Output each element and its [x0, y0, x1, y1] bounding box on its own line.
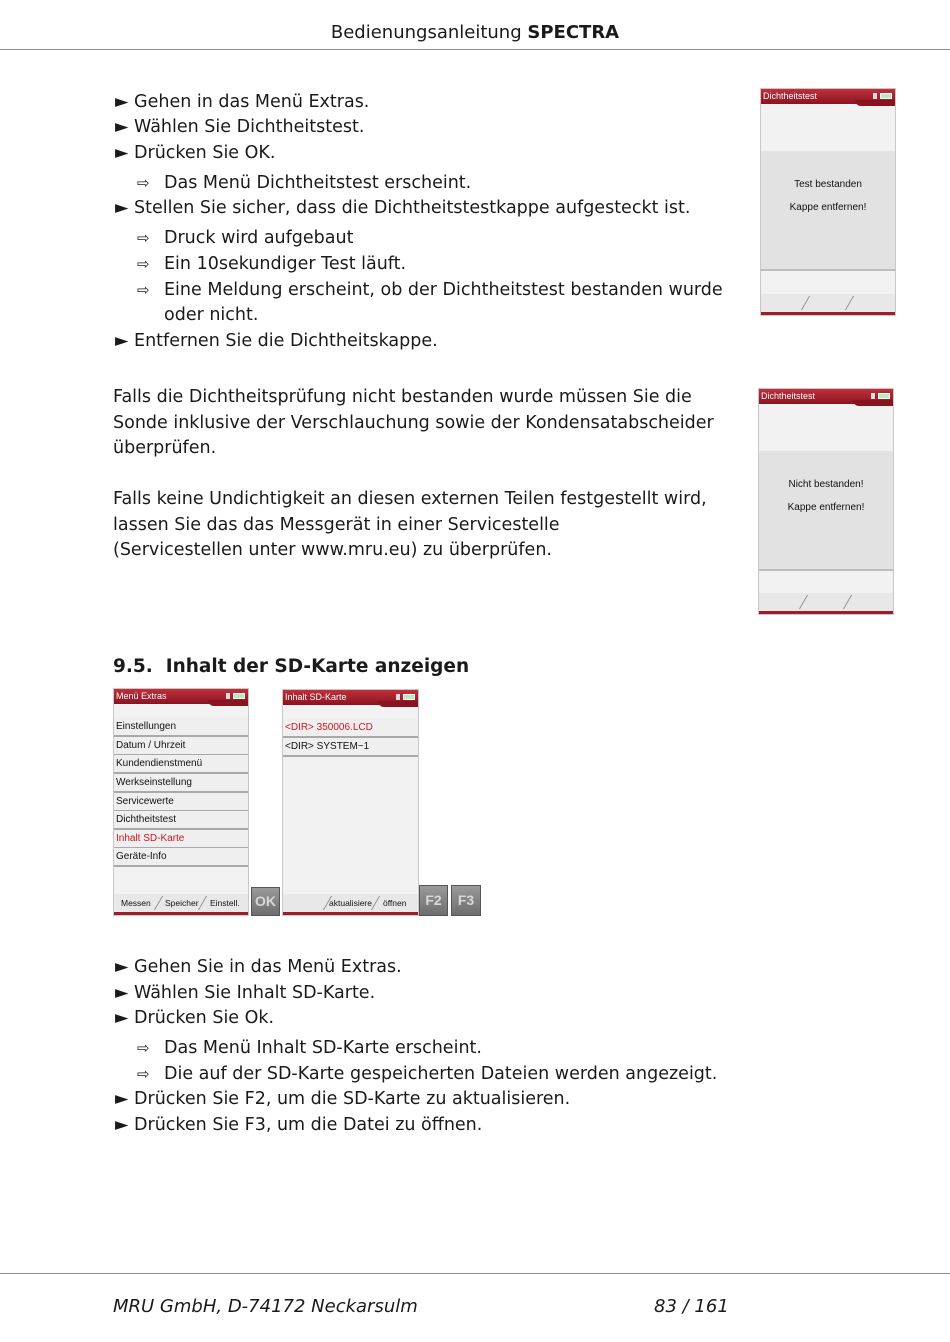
paragraph-1 — [113, 385, 714, 462]
screen-title-bar — [114, 689, 248, 704]
arrow-right-icon: ⇨ — [137, 1039, 150, 1057]
arrow-right-icon: ⇨ — [137, 1065, 150, 1083]
section-number: 9.5. — [113, 656, 153, 677]
menu-item-inhalt-sd-karte[interactable]: Inhalt SD-Karte — [114, 830, 248, 849]
menu-item-dichtheitstest[interactable]: Dichtheitstest — [114, 811, 248, 830]
fkey-messen[interactable]: Messen — [121, 898, 151, 908]
result-1 — [137, 171, 471, 197]
device-screen-sd-card — [282, 689, 419, 916]
step-sd-5: ► Drücken Sie F3, um die Datei zu öffnen. — [115, 1115, 483, 1135]
step-1: ► Gehen in das Menü Extras. — [115, 92, 370, 112]
arrow-right-icon: ⇨ — [137, 174, 150, 192]
f3-button[interactable]: F3 — [451, 885, 481, 916]
result-text: Druck wird aufgebaut — [164, 228, 354, 248]
ok-button[interactable]: OK — [251, 887, 280, 916]
screen-title-bar — [761, 89, 895, 104]
step-4: ► Stellen Sie sicher, dass die Dichtheitstestkappe aufgesteckt ist. — [115, 198, 691, 218]
result-sd-1 — [137, 1036, 482, 1062]
message-line-1: Test bestanden — [794, 179, 862, 190]
screen-title: Menü Extras — [116, 691, 167, 701]
fkey-oeffnen[interactable]: öffnen — [383, 898, 407, 908]
result-4 — [137, 278, 723, 304]
battery-icon — [403, 694, 415, 700]
paragraph-2 — [113, 487, 707, 564]
step-sd-2: ► Wählen Sie Inhalt SD-Karte. — [115, 983, 376, 1003]
fkey-einstell[interactable]: Einstell. — [210, 898, 240, 908]
header-rule — [0, 49, 950, 50]
result-text: Eine Meldung erscheint, ob der Dichtheitstest bestanden wurde — [164, 280, 723, 300]
device-screen-test-passed — [760, 88, 896, 316]
paragraph-line: Falls die Dichtheitsprüfung nicht bestanden wurde müssen Sie die — [113, 387, 692, 407]
device-screen-menu-extras — [113, 688, 249, 916]
result-text: Das Menü Dichtheitstest erscheint. — [164, 173, 472, 193]
menu-item-kundendienstmenue[interactable]: Kundendienstmenü — [114, 755, 248, 774]
arrow-right-icon: ⇨ — [137, 229, 150, 247]
step-sd-1: ► Gehen Sie in das Menü Extras. — [115, 957, 402, 977]
result-text: Das Menü Inhalt SD-Karte erscheint. — [164, 1038, 482, 1058]
footer-rule — [0, 1273, 950, 1274]
arrow-right-icon: ⇨ — [137, 255, 150, 273]
f2-button[interactable]: F2 — [419, 885, 448, 916]
menu-item-einstellungen[interactable]: Einstellungen — [114, 718, 248, 737]
menu-item-servicewerte[interactable]: Servicewerte — [114, 793, 248, 812]
page-header — [0, 22, 950, 43]
result-text: Ein 10sekundiger Test läuft. — [164, 254, 407, 274]
step-5: ► Entfernen Sie die Dichtheitskappe. — [115, 331, 438, 351]
paragraph-line: Falls keine Undichtigkeit an diesen externen Teilen festgestellt wird, — [113, 489, 707, 509]
battery-icon — [233, 693, 245, 699]
function-key-bar — [114, 894, 248, 915]
sd-icon — [226, 693, 230, 699]
section-heading — [113, 656, 469, 677]
device-screen-test-failed — [758, 388, 894, 615]
menu-item-geraete-info[interactable]: Geräte-Info — [114, 848, 248, 867]
header-product: SPECTRA — [527, 22, 620, 43]
result-3 — [137, 252, 406, 278]
result-2 — [137, 226, 353, 252]
paragraph-line: Sonde inklusive der Verschlauchung sowie der Kondensatabscheider — [113, 412, 714, 433]
step-2: ► Wählen Sie Dichtheitstest. — [115, 117, 365, 137]
header-prefix: Bedienungsanleitung — [330, 22, 528, 43]
screen-title: Dichtheitstest — [763, 91, 818, 101]
file-item-system[interactable]: <DIR> SYSTEM~1 — [283, 738, 418, 757]
message-line-2: Kappe entfernen! — [787, 502, 865, 513]
paragraph-line: überprüfen. — [113, 438, 217, 458]
screen-title-bar — [759, 389, 893, 404]
sd-icon — [873, 93, 877, 99]
battery-icon — [880, 93, 892, 99]
sd-icon — [396, 694, 400, 700]
function-key-bar — [761, 294, 895, 315]
footer-page-number: 83 / 161 — [654, 1296, 729, 1317]
battery-icon — [878, 393, 890, 399]
fkey-speicher[interactable]: Speicher — [165, 898, 199, 908]
arrow-right-icon: ⇨ — [137, 281, 150, 299]
result-4-cont: oder nicht. — [164, 305, 259, 325]
result-sd-2 — [137, 1062, 717, 1088]
result-text: Die auf der SD-Karte gespeicherten Dateien werden angezeigt. — [164, 1064, 718, 1084]
function-key-bar — [283, 894, 418, 915]
section-title: Inhalt der SD-Karte anzeigen — [165, 656, 470, 677]
footer-company: MRU GmbH, D-74172 Neckarsulm — [113, 1296, 418, 1317]
file-item-350006[interactable]: <DIR> 350006.LCD — [283, 719, 418, 738]
step-sd-3: ► Drücken Sie Ok. — [115, 1008, 275, 1028]
screen-title-bar — [283, 690, 418, 705]
step-sd-4: ► Drücken Sie F2, um die SD-Karte zu aktualisieren. — [115, 1089, 571, 1109]
paragraph-line: lassen Sie das das Messgerät in einer Servicestelle — [113, 514, 560, 535]
message-line-2: Kappe entfernen! — [789, 202, 867, 213]
menu-item-datum-uhrzeit[interactable]: Datum / Uhrzeit — [114, 737, 248, 756]
fkey-aktualisiere[interactable]: aktualisiere — [329, 898, 372, 908]
function-key-bar — [759, 593, 893, 614]
step-3: ► Drücken Sie OK. — [115, 143, 276, 163]
sd-icon — [871, 393, 875, 399]
menu-item-werkseinstellung[interactable]: Werkseinstellung — [114, 774, 248, 793]
screen-title: Dichtheitstest — [761, 391, 816, 401]
paragraph-line: (Servicestellen unter www.mru.eu) zu überprüfen. — [113, 540, 552, 560]
message-line-1: Nicht bestanden! — [788, 479, 864, 490]
screen-title: Inhalt SD-Karte — [285, 692, 347, 702]
